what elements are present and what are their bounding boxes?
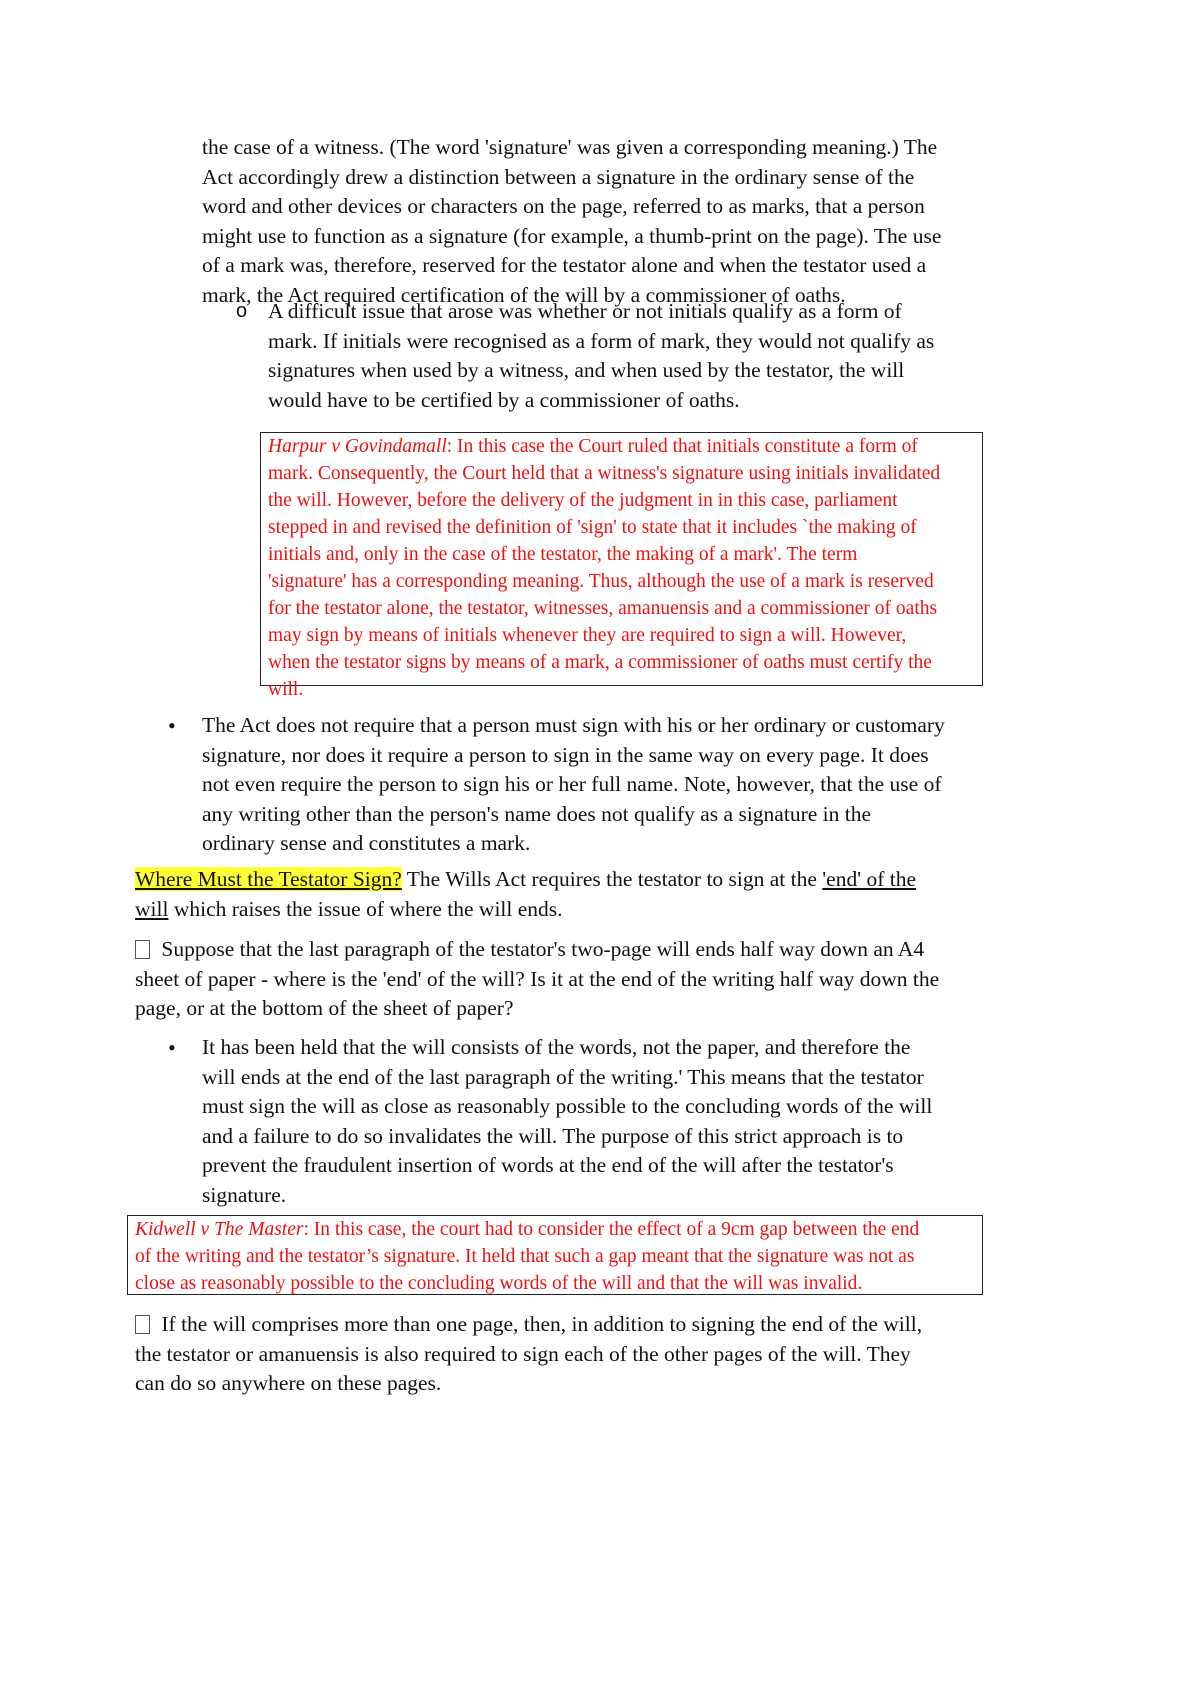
sub-bullet-initials-issue <box>268 297 988 415</box>
text-segment: Suppose that the last paragraph of the testator's two-page will ends half way down an A4 <box>156 937 925 961</box>
text-line: of a mark was, therefore, reserved for the testator alone and when the testator used a <box>202 253 927 277</box>
case-name: Harpur v Govindamall <box>268 436 447 457</box>
text-line: sheet of paper - where is the 'end' of the will? Is it at the end of the writing half way down the <box>135 966 940 991</box>
case-box-harpur <box>260 432 983 700</box>
bullet-words-not-paper <box>202 1033 1002 1210</box>
text-line: initials and, only in the case of the testator, the making of a mark'. The term <box>268 544 858 565</box>
case-text-segment: : In this case, the court had to consider the effect of a 9cm gap between the end <box>303 1219 920 1240</box>
case-text-segment: : In this case the Court ruled that initials constitute a form of <box>446 436 918 457</box>
case-box-kidwell <box>127 1215 983 1295</box>
case-text-kidwell <box>135 1216 980 1297</box>
section-heading: Where Must the Testator Sign? <box>135 867 402 891</box>
bullet-marker: • <box>168 1035 176 1060</box>
text-line: for the testator alone, the testator, witnesses, amanuensis and a commissioner of oaths <box>268 598 938 619</box>
text-line: will ends at the end of the last paragraph of the writing.' This means that the testator <box>202 1064 924 1089</box>
text-line: 'signature' has a corresponding meaning. Thus, although the use of a mark is reserved <box>268 571 934 592</box>
text-line: mark, the Act required certification of the will by a commissioner of oaths. <box>202 282 846 307</box>
bullet-marker: • <box>168 713 176 738</box>
text-line: might use to function as a signature (for example, a thumb-print on the page). The use <box>202 223 942 248</box>
text-line: when the testator signs by means of a mark, a commissioner of oaths must certify the <box>268 652 932 673</box>
text-line <box>135 1216 980 1243</box>
text-line: must sign the will as close as reasonably possible to the concluding words of the will <box>202 1094 933 1118</box>
text-line: may sign by means of initials whenever they are required to sign a will. However, <box>268 625 907 646</box>
text-segment: which raises the issue of where the will ends. <box>168 896 563 921</box>
text-line: close as reasonably possible to the concluding words of the will and that the will was invalid. <box>135 1273 863 1294</box>
text-line: mark. Consequently, the Court held that a witness's signature using initials invalidated <box>268 463 941 484</box>
text-line: any writing other than the person's name does not qualify as a signature in the <box>202 801 872 826</box>
text-line: ordinary sense and constitutes a mark. <box>202 831 531 855</box>
text-line: A difficult issue that arose was whether or not initials qualify as a form of <box>268 299 902 323</box>
placeholder-symbol-icon <box>135 1315 150 1334</box>
underlined-text: will <box>135 896 169 921</box>
paragraph-where-to-sign <box>135 865 995 924</box>
paragraph-signature-definition <box>202 133 1002 310</box>
text-line: page, or at the bottom of the sheet of paper? <box>135 996 514 1020</box>
paragraph-multiple-pages <box>135 1310 1005 1399</box>
text-line: will. <box>268 679 304 700</box>
paragraph-end-of-will <box>135 935 1005 1024</box>
text-line: Act accordingly drew a distinction between a signature in the ordinary sense of the <box>202 164 915 189</box>
bullet-ordinary-signature <box>202 711 1002 859</box>
text-line: of the writing and the testator’s signature. It held that such a gap meant that the signature was not as <box>135 1246 915 1267</box>
text-line <box>135 1310 1005 1340</box>
placeholder-symbol-icon <box>135 940 150 959</box>
text-line <box>135 935 1005 965</box>
text-line: It has been held that the will consists of the words, not the paper, and therefore the <box>202 1035 911 1059</box>
text-line: signature. <box>202 1182 287 1207</box>
case-text-harpur <box>268 433 980 703</box>
sub-bullet-marker: o <box>236 300 248 322</box>
text-line <box>268 433 980 460</box>
text-line: and a failure to do so invalidates the will. The purpose of this strict approach is to <box>202 1123 904 1148</box>
text-line: word and other devices or characters on the page, referred to as marks, that a person <box>202 194 925 218</box>
underlined-text: 'end' of the <box>822 867 917 891</box>
text-line: The Act does not require that a person must sign with his or her ordinary or customary <box>202 713 945 737</box>
text-line: the case of a witness. (The word 'signature' was given a corresponding meaning.) The <box>202 135 938 159</box>
text-line: the testator or amanuensis is also required to sign each of the other pages of the will. They <box>135 1341 911 1366</box>
case-name: Kidwell v The Master <box>135 1219 304 1240</box>
text-line: would have to be certified by a commissioner of oaths. <box>268 387 740 412</box>
text-line: mark. If initials were recognised as a form of mark, they would not qualify as <box>268 328 935 353</box>
text-line: prevent the fraudulent insertion of words at the end of the will after the testator's <box>202 1153 894 1177</box>
text-line: stepped in and revised the definition of 'sign' to state that it includes `the making of <box>268 517 917 538</box>
text-segment: If the will comprises more than one page, then, in addition to signing the end of the will, <box>156 1312 923 1336</box>
text-line: not even require the person to sign his or her full name. Note, however, that the use of <box>202 772 942 796</box>
text-segment: The Wills Act requires the testator to sign at the <box>401 867 823 891</box>
text-line: signature, nor does it require a person to sign in the same way on every page. It does <box>202 742 929 767</box>
text-line: the will. However, before the delivery of the judgment in in this case, parliament <box>268 490 898 511</box>
text-line: can do so anywhere on these pages. <box>135 1371 442 1395</box>
text-line: signatures when used by a witness, and when used by the testator, the will <box>268 358 905 382</box>
